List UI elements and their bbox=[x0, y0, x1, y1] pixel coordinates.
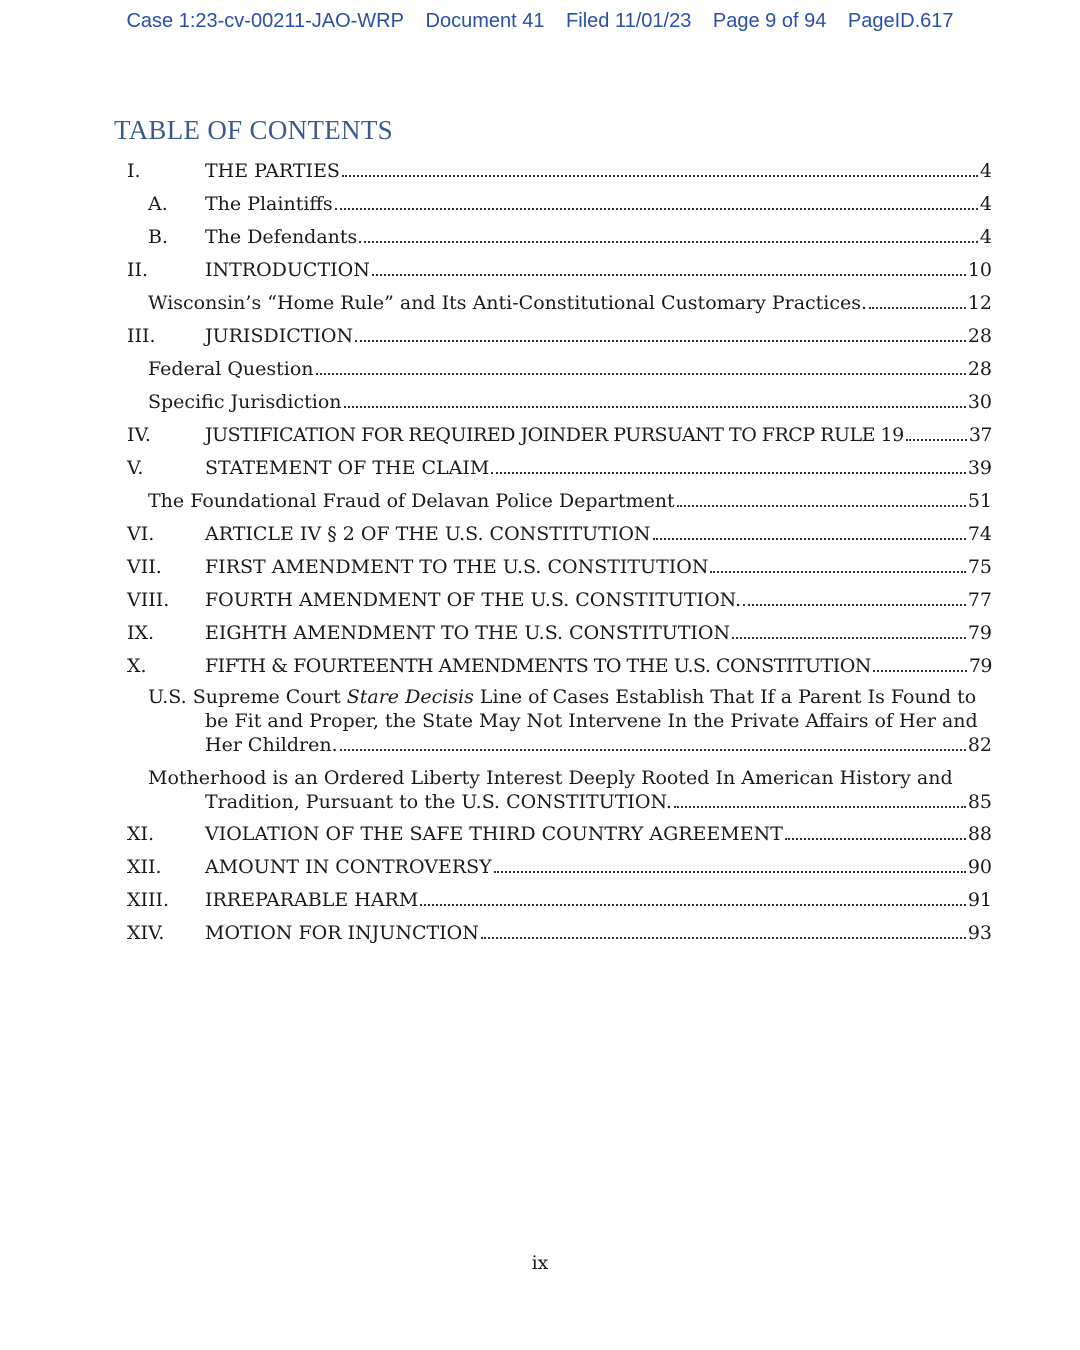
toc-entry-title: VIOLATION OF THE SAFE THIRD COUNTRY AGREEMENT bbox=[205, 823, 783, 845]
toc-entry bbox=[0, 922, 1080, 952]
toc-entry-page: 77 bbox=[967, 589, 992, 611]
toc-entry bbox=[0, 523, 1080, 553]
toc-entry-number: A. bbox=[148, 193, 168, 215]
toc-entry-line: Tradition, Pursuant to the U.S. CONSTITUTION. bbox=[205, 791, 672, 813]
toc-entry bbox=[0, 160, 1080, 190]
toc-entry-page: 74 bbox=[967, 523, 992, 545]
leader-dots bbox=[335, 208, 978, 210]
toc-entry-number: VI. bbox=[127, 523, 155, 545]
toc-entry-page: 88 bbox=[967, 823, 992, 845]
toc-text-italic: Stare Decisis bbox=[346, 686, 474, 708]
toc-entry-page: 4 bbox=[979, 193, 992, 215]
filed-date: Filed 11/01/23 bbox=[566, 10, 692, 32]
toc-entry bbox=[0, 622, 1080, 652]
toc-entry-page: 75 bbox=[967, 556, 992, 578]
toc-entry bbox=[0, 556, 1080, 586]
toc-entry-number: I. bbox=[127, 160, 141, 182]
toc-entry-number: IX. bbox=[127, 622, 155, 644]
leader-dots bbox=[355, 340, 966, 342]
toc-entry bbox=[0, 889, 1080, 919]
leader-dots bbox=[491, 472, 965, 474]
toc-entry-title: INTRODUCTION bbox=[205, 259, 370, 281]
toc-entry-page: 39 bbox=[967, 457, 992, 479]
toc-entry-number: III. bbox=[127, 325, 156, 347]
toc-entry-number: B. bbox=[148, 226, 169, 248]
leader-dots bbox=[906, 439, 967, 441]
toc-entry-page: 12 bbox=[967, 292, 992, 314]
toc-entry bbox=[0, 226, 1080, 256]
toc-entry-page: 51 bbox=[967, 490, 992, 512]
toc-entry-page: 30 bbox=[967, 391, 992, 413]
toc-entry-page: 79 bbox=[968, 655, 992, 677]
case-number: Case 1:23-cv-00211-JAO-WRP bbox=[126, 10, 404, 32]
toc-entry-number: VII. bbox=[127, 556, 162, 578]
toc-entry-number: II. bbox=[127, 259, 149, 281]
toc-entry-page: 90 bbox=[967, 856, 992, 878]
leader-dots bbox=[372, 274, 966, 276]
toc-entry-title: STATEMENT OF THE CLAIM bbox=[205, 457, 490, 479]
toc-entry bbox=[0, 457, 1080, 487]
leader-dots bbox=[494, 871, 966, 873]
toc-entry-title: IRREPARABLE HARM bbox=[205, 889, 419, 911]
toc-entry-page: 4 bbox=[979, 226, 992, 248]
toc-entry-title: Wisconsin’s “Home Rule” and Its Anti-Constitutional Customary Practices. bbox=[148, 292, 868, 314]
toc-entry bbox=[0, 589, 1080, 619]
toc-entry-title: Federal Question bbox=[148, 358, 314, 380]
toc-entry bbox=[0, 424, 1080, 454]
toc-entry-title: MOTION FOR INJUNCTION bbox=[205, 922, 479, 944]
leader-dots bbox=[732, 637, 966, 639]
leader-dots bbox=[873, 670, 967, 672]
toc-entry-title: The Defendants bbox=[205, 226, 358, 248]
toc-entry-page: 85 bbox=[967, 791, 992, 813]
toc-entry bbox=[0, 856, 1080, 886]
page-count: Page 9 of 94 bbox=[712, 10, 827, 32]
toc-entry-page: 10 bbox=[967, 259, 992, 281]
toc-entry-number: X. bbox=[127, 655, 147, 677]
toc-entry-number: XIII. bbox=[127, 889, 170, 911]
toc-entry bbox=[0, 259, 1080, 289]
leader-dots bbox=[653, 538, 966, 540]
toc-entry-number: VIII. bbox=[127, 589, 170, 611]
toc-entry-page: 93 bbox=[967, 922, 992, 944]
toc-entry-page: 4 bbox=[979, 160, 992, 182]
toc-entry-line bbox=[148, 686, 976, 708]
toc-entry-title: AMOUNT IN CONTROVERSY bbox=[205, 856, 492, 878]
toc-entry-title: JUSTIFICATION FOR REQUIRED JOINDER PURSUANT TO FRCP RULE 19 bbox=[205, 424, 904, 446]
toc-entry-line: Motherhood is an Ordered Liberty Interest Deeply Rooted In American History and bbox=[148, 767, 953, 789]
page-id: PageID.617 bbox=[847, 10, 954, 32]
leader-dots bbox=[359, 241, 978, 243]
toc-entry-title: The Foundational Fraud of Delavan Police Department bbox=[148, 490, 675, 512]
toc-entry-line: be Fit and Proper, the State May Not Intervene In the Private Affairs of Her and bbox=[205, 710, 978, 732]
toc-entry-page: 37 bbox=[968, 424, 992, 446]
leader-dots bbox=[869, 307, 966, 309]
toc-entry-title: FIRST AMENDMENT TO THE U.S. CONSTITUTION bbox=[205, 556, 709, 578]
toc-entry-page: 82 bbox=[967, 734, 992, 756]
toc-entry-title: JURISDICTION bbox=[205, 325, 354, 347]
toc-entry-title: Specific Jurisdiction bbox=[148, 391, 342, 413]
toc-entry bbox=[0, 193, 1080, 223]
toc-entry bbox=[0, 490, 1080, 520]
toc-entry-title: FIFTH & FOURTEENTH AMENDMENTS TO THE U.S. CONSTITUTION bbox=[205, 655, 871, 677]
toc-entry-line: Her Children. bbox=[205, 734, 338, 756]
leader-dots bbox=[342, 175, 978, 177]
toc-entry bbox=[0, 823, 1080, 853]
toc-entry-number: XII. bbox=[127, 856, 162, 878]
leader-dots bbox=[677, 505, 966, 507]
toc-entry-number: XIV. bbox=[127, 922, 165, 944]
page-number-footer: ix bbox=[531, 1252, 549, 1274]
toc-text: Line of Cases Establish That If a Parent Is Found to bbox=[473, 686, 977, 708]
leader-dots bbox=[340, 749, 966, 751]
toc-entry-number: IV. bbox=[127, 424, 151, 446]
leader-dots bbox=[743, 604, 966, 606]
leader-dots bbox=[674, 806, 966, 808]
leader-dots bbox=[420, 904, 965, 906]
toc-entry bbox=[0, 655, 1080, 685]
leader-dots bbox=[785, 838, 966, 840]
toc-entry-title: EIGHTH AMENDMENT TO THE U.S. CONSTITUTION bbox=[205, 622, 731, 644]
toc-entry-title: The Plaintiffs bbox=[205, 193, 333, 215]
toc-entry-page: 91 bbox=[967, 889, 992, 911]
toc-entry-page: 28 bbox=[967, 358, 992, 380]
toc-entry bbox=[0, 391, 1080, 421]
leader-dots bbox=[710, 571, 965, 573]
leader-dots bbox=[481, 937, 966, 939]
toc-entry-title: FOURTH AMENDMENT OF THE U.S. CONSTITUTION. bbox=[205, 589, 742, 611]
document-number: Document 41 bbox=[425, 10, 545, 32]
toc-title: TABLE OF CONTENTS bbox=[114, 115, 393, 145]
toc-entry bbox=[0, 358, 1080, 388]
toc-entry bbox=[0, 292, 1080, 322]
toc-entry-page: 79 bbox=[967, 622, 992, 644]
leader-dots bbox=[316, 373, 966, 375]
toc-entry-title: ARTICLE IV § 2 OF THE U.S. CONSTITUTION bbox=[205, 523, 651, 545]
toc-entry bbox=[0, 325, 1080, 355]
toc-text: U.S. Supreme Court bbox=[148, 686, 347, 708]
toc-entry-number: V. bbox=[127, 457, 144, 479]
toc-entry-title: THE PARTIES bbox=[205, 160, 340, 182]
toc-entry-number: XI. bbox=[127, 823, 155, 845]
toc-entry-page: 28 bbox=[967, 325, 992, 347]
leader-dots bbox=[344, 406, 966, 408]
